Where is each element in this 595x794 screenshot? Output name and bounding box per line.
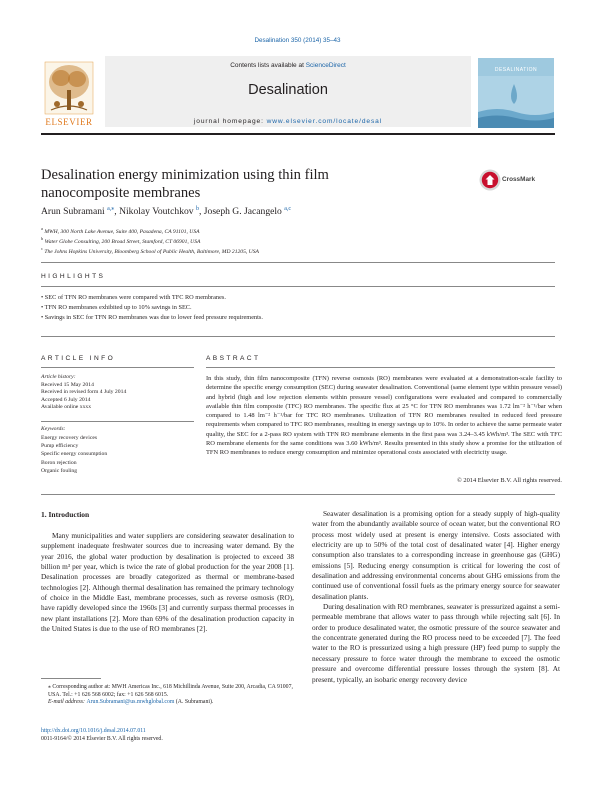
author-list [41, 205, 511, 217]
journal-reference[interactable]: Desalination 350 (2014) 35–43 [254, 37, 341, 44]
paper-title-line-2: nanocomposite membranes [41, 184, 201, 201]
section-divider [41, 262, 555, 263]
affiliation-text: The Johns Hopkins University, Bloomberg School of Public Health, Baltimore, MD 21205, USA [44, 248, 259, 255]
body-paragraph: Seawater desalination is a promising option for a steady supply of high-quality water from the abundantly available source of ocean water, but the conventional RO process most widely used at present is energy intensive. Costs associated with electricity are up to 50% of the total cost of desalinated water [4]. Higher energy consumption also translates to a corresponding increase in greenhouse gas (GHG) emissions [5]. Reducing energy consumption is critical for lowering the cost of desalination and addressing environmental concerns about GHG emissions from the continued use of conventional fossil fuels as the primary energy source for seawater desalination plants. [312, 509, 560, 601]
keywords-label: Keywords: [41, 426, 66, 432]
abstract-heading: ABSTRACT [206, 355, 261, 362]
paper-title-line-1: Desalination energy minimization using thin film [41, 167, 329, 183]
affiliation-mark: c [41, 246, 43, 251]
abstract-text: In this study, thin film nanocomposite (TFN) reverse osmosis (RO) membranes were evaluated at a demonstration-scale facility to determine the specific energy consumption (SEC) during seawater desalination. Conventional (same element type within pressure vessel) and hybrid (high and low rejection elements within pressure vessel) configurations were evaluated and compared to commercially available thin film composite (TFC) RO membranes. The specific flux at 25 °C for TFN RO membranes was 1.72 lm⁻² h⁻¹/bar when compared to 1.48 lm⁻² h⁻¹/bar for TFC RO membranes. Utilization of TFN RO membranes resulted in reduced feed pressure requirements when compared to TFC RO membranes, resulting in energy savings up to 10%. In order to achieve the same permeate water quality, the SEC for a 2-pass RO system with TFN RO membrane elements in the first pass was 3.24–3.45 kWh/m³. The SEC with TFC RO membrane elements for the same conditions was 3.60 kWh/m³. Results presented in this study show a promise for the utilization of TFN RO membranes to reduce energy consumption and minimize operational costs associated with electricity usage. [206, 375, 562, 457]
doi-block [41, 728, 341, 743]
header-rule [41, 133, 555, 135]
history-entry: Received in revised form 4 July 2014 [41, 389, 127, 395]
keyword: Boron rejection [41, 459, 77, 466]
introduction-heading: 1. Introduction [41, 510, 90, 519]
email-suffix: (A. Subramani). [174, 699, 214, 706]
author-affiliation-mark[interactable]: a,c [284, 206, 292, 212]
abstract-copyright: © 2014 Elsevier B.V. All rights reserved. [456, 477, 562, 484]
highlights-heading: HIGHLIGHTS [41, 273, 106, 280]
keyword: Energy recovery devices [41, 434, 98, 441]
body-column-left [41, 531, 294, 634]
journal-homepage-line [105, 118, 471, 125]
affiliation-mark: b [41, 236, 44, 241]
article-info-rule [41, 367, 194, 368]
keyword: Specific energy consumption [41, 451, 108, 457]
abstract-rule [206, 367, 555, 368]
affiliation-c [41, 246, 541, 255]
keyword: Organic fouling [41, 468, 78, 474]
cover-water-image [478, 76, 554, 128]
section-divider [41, 494, 555, 495]
affiliation-b [41, 236, 541, 245]
homepage-prefix: journal homepage: [193, 118, 267, 125]
cover-title: DESALINATION [494, 67, 538, 73]
footnote-rule [41, 678, 101, 679]
article-info-heading: ARTICLE INFO [41, 355, 116, 362]
corresponding-author-footnote [41, 684, 299, 707]
body-paragraph: Many municipalities and water suppliers are considering seawater desalination to supplement inadequate freshwater sources due to increasing water demand. By the year 2016, the global water production by desalination is projected to exceed 38 billion m³ per year, which is twice the rate of global production for the year 2008 [1]. Desalination processes are broadly categorized as thermal or membrane-based technologies [2]. Although thermal desalination has remained the primary technology of choice in the Middle East, membrane processes, such as reverse osmosis (RO), have rapidly developed since the 1960s [3] and currently surpass thermal processes in new plant installations [2]. More than 69% of the desalination production capacity in the United States is due to the use of RO membranes [2]. [41, 531, 294, 634]
author-name[interactable]: Nikolay Voutchkov [119, 206, 194, 218]
paper-title [41, 167, 441, 202]
affiliation-a [41, 226, 541, 235]
crossmark-icon [479, 169, 501, 191]
journal-title: Desalination [248, 82, 328, 98]
keywords-rule [41, 421, 194, 422]
email-link[interactable]: Arun.Subramani@us.mwhglobal.com [86, 699, 175, 706]
homepage-link[interactable]: www.elsevier.com/locate/desal [266, 118, 383, 125]
sciencedirect-link[interactable]: ScienceDirect [305, 62, 346, 69]
author-separator: , [114, 206, 120, 218]
highlight-item: • TFN RO membranes exhibited up to 10% savings in SEC. [41, 304, 192, 311]
author-name[interactable]: Arun Subramani [41, 206, 105, 218]
footnote-text: ⁎ Corresponding author at: MWH Americas Inc., 618 Michillinda Avenue, Suite 200, Arcadia, CA 91007, USA. Tel.: +1 626 568 6002; fax: +1 626 568 6015. [48, 684, 293, 698]
email-label: E-mail address: [48, 699, 87, 706]
contents-prefix: Contents lists available at [230, 62, 306, 69]
elsevier-wordmark: ELSEVIER [45, 117, 93, 127]
author-affiliation-mark[interactable]: a,⁎ [107, 206, 115, 212]
elsevier-logo [41, 60, 97, 130]
doi-link[interactable]: http://dx.doi.org/10.1016/j.desal.2014.07.011 [41, 728, 146, 734]
highlight-item: • SEC of TFN RO membranes were compared with TFC RO membranes. [41, 294, 226, 301]
section-divider [41, 336, 555, 337]
affiliation-mark: a [41, 226, 43, 231]
body-column-right [312, 509, 560, 685]
highlights-rule [41, 286, 555, 287]
author-separator: , [199, 206, 204, 218]
author-name[interactable]: Joseph G. Jacangelo [203, 206, 282, 218]
author-affiliation-mark[interactable]: b [196, 206, 199, 212]
affiliation-text: MWH, 300 North Lake Avenue, Suite 400, Pasadena, CA 91101, USA [44, 228, 200, 235]
highlight-item: • Savings in SEC for TFN RO membranes was due to lower feed pressure requirements. [41, 314, 263, 321]
crossmark-badge[interactable] [479, 169, 557, 191]
crossmark-label: CrossMark [502, 176, 536, 183]
journal-cover [478, 58, 554, 128]
contents-available-line [105, 62, 471, 69]
issn-line: 0011-9164/© 2014 Elsevier B.V. All rights reserved. [41, 735, 163, 742]
history-entry: Available online xxxx [41, 404, 92, 410]
history-entry: Accepted 6 July 2014 [41, 396, 91, 403]
footnote-email-line [41, 699, 299, 707]
affiliation-text: Water Globe Consulting, 200 Broad Street, Stamford, CT 06901, USA [44, 238, 201, 245]
history-entry: Received 15 May 2014 [41, 381, 94, 388]
keyword: Pump efficiency [41, 442, 79, 449]
body-paragraph: During desalination with RO membranes, seawater is pressurized against a semi-permeable membrane that allows water to pass through while rejecting salt [6]. In order to produce desalinated water, the osmotic pressure of the source seawater and the concentrate generated during the RO process need to be exceeded [7]. The feed water to the RO is pressurized using a high pressure (HP) feed pump to supply the necessary pressure to force water through the membrane to exceed the osmotic pressure and overcome differential pressure losses through the system [8]. At present, typically, an isobaric energy recovery device [312, 602, 560, 684]
article-history-label: Article history: [41, 374, 76, 380]
